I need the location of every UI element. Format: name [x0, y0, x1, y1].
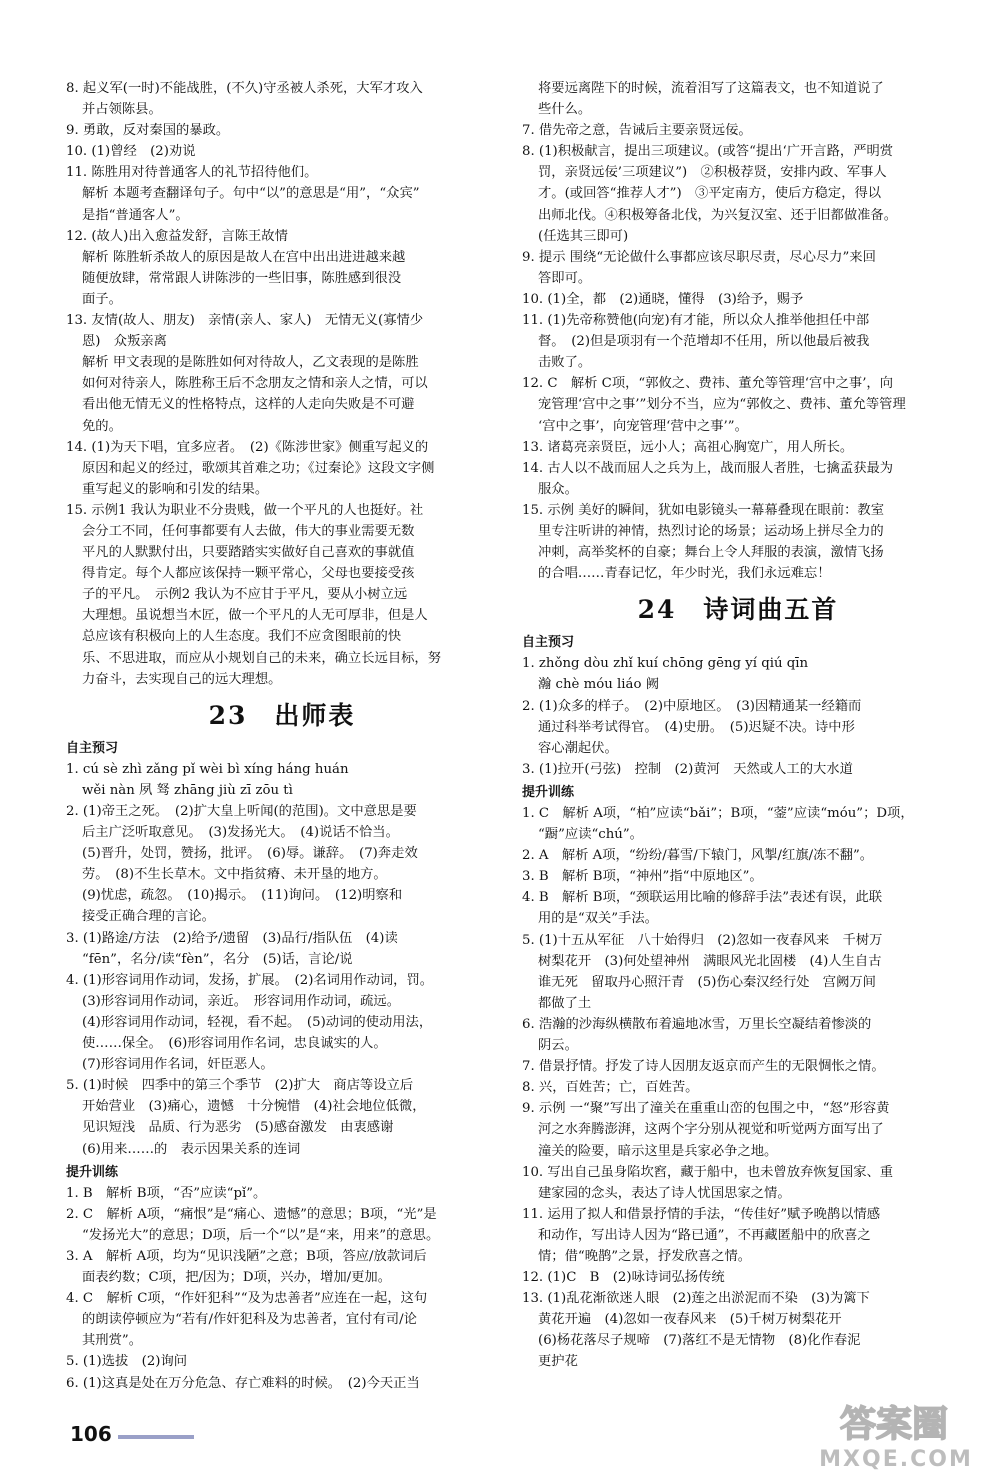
answer-line: 12. (1)C B (2)咏诗词弘扬传统 [522, 1270, 725, 1286]
answer-line: 8. 兴，百姓苦；亡，百姓苦。 [522, 1080, 699, 1096]
answer-line: 15. 示例1 我认为职业不分贵贱，做一个平凡的人也挺好。社 [66, 502, 424, 518]
answer-line: 1. C 解析 A项，“柏”应读“bǎi”；B项，“蓥”应读“móu”；D项， [522, 806, 914, 821]
answer-line-continued: 都做了土 [538, 995, 592, 1011]
answer-line-continued: 接受正确合理的言论。 [82, 909, 215, 925]
answer-line: 7. 借先帝之意，告诫后主要亲贤远佞。 [522, 123, 752, 139]
answer-line-continued: 解析 陈胜斩杀故人的原因是故人在宫中出出进进越来越 [82, 249, 406, 265]
answer-line-continued: 和动作，写出诗人因为“路已通”，不再藏匿船中的欣喜之 [538, 1227, 871, 1243]
answer-line-continued: 才。(或回答“推荐人才”) ③平定南方，使后方稳定，得以 [538, 186, 882, 202]
answer-line: 6. 浩瀚的沙海纵横散布着遍地冰雪，万里长空凝结着惨淡的 [522, 1016, 872, 1032]
answer-line-continued: 里专注听讲的神情，热烈讨论的场景；运动场上拼尽全力的 [538, 523, 884, 539]
answer-line-continued: 恩) 众叛亲离 [82, 334, 167, 350]
answer-line: 6. (1)这真是处在万分危急、存亡难料的时候。 (2)今天正当 [66, 1375, 420, 1391]
answer-line: 13. (1)乱花渐欲迷人眼 (2)莲之出淤泥而不染 (3)为篱下 [522, 1291, 870, 1307]
left-column [66, 78, 498, 1394]
answer-line-continued: 子的平凡。 示例2 我认为不应甘于平凡，要从小树立远 [82, 587, 408, 603]
answer-line: 9. 提示 围绕“无论做什么事都应该尽职尽责，尽心尽力”来回 [522, 249, 876, 265]
answer-line-continued: 随便放肆，常常跟人讲陈涉的一些旧事，陈胜感到很没 [82, 270, 402, 286]
section-title: 24 诗词曲五首 [637, 595, 839, 625]
answer-line-continued: 用的是“双关”手法。 [538, 911, 658, 927]
answer-line-continued: (3)形容词用作动词，亲近。 形容词用作动词，疏远。 [82, 993, 401, 1009]
answer-line-continued: 看出他无情无义的性格特点，这样的人走向失败是不可避 [82, 397, 415, 413]
answer-line: 13. 友情(故人、朋友) 亲情(亲人、家人) 无情无义(寡情少 [66, 313, 424, 329]
answer-line-continued: 解析 甲文表现的是陈胜如何对待故人，乙文表现的是陈胜 [82, 355, 419, 371]
answer-line-continued: 并占领陈县。 [82, 102, 162, 118]
answer-line-continued: 如何对待亲人，陈胜称王后不念朋友之情和亲人之情，可以 [82, 376, 428, 392]
answer-line-continued: 面表约数；C项，把/因为；D项，兴办，增加/更加。 [82, 1270, 392, 1286]
answer-line-continued: “蹰”应读“chú”。 [538, 827, 643, 843]
section-label: 提升训练 [522, 784, 575, 800]
answer-line-continued: 潼关的险要，暗示这里是兵家必争之地。 [538, 1143, 778, 1159]
answer-line: 5. (1)时候 四季中的第三个季节 (2)扩大 商店等设立后 [66, 1078, 414, 1094]
answer-line-continued: 的合唱……青春记忆，年少时光，我们永远难忘！ [538, 566, 831, 582]
watermark-line1: 答案圈 [839, 1404, 949, 1445]
right-column [522, 78, 954, 1373]
answer-line: 11. (1)先帝称赞他(向宠)有才能，所以众人推举他担任中部 [522, 313, 870, 329]
page-number-bar [118, 1435, 194, 1439]
answer-line-continued: 更护花 [538, 1354, 578, 1370]
answer-line: 7. 借景抒情。抒发了诗人因朋友返京而产生的无限惆怅之情。 [522, 1059, 885, 1075]
answer-line: 14. (1)为天下唱，宜多应者。 (2)《陈涉世家》侧重写起义的 [66, 439, 429, 455]
page-number: 106 [70, 1422, 112, 1446]
answer-line: 2. (1)帝王之死。 (2)扩大皇上听闻(的范围)。文中意思是要 [66, 804, 417, 819]
answer-line-continued: (7)形容词用作名词，奸臣恶人。 [82, 1057, 274, 1073]
answer-line: 1. zhǒng dòu zhǐ kuí chōng gēng yí qiú qīn [522, 656, 809, 672]
answer-line: 2. (1)众多的样子。 (2)中原地区。 (3)因精通某一经籍而 [522, 698, 862, 714]
answer-line: 10. (1)曾经 (2)劝说 [66, 144, 196, 160]
answer-line-continued: (任选其三即可) [538, 228, 629, 244]
answer-line-continued: 建家园的念头，表达了诗人忧国思家之情。 [538, 1185, 791, 1201]
answer-line: 4. C 解析 C项，“作奸犯科”“及为忠善者”应连在一起，这句 [66, 1291, 428, 1307]
answer-line-continued: 面子。 [82, 291, 122, 307]
answer-line-continued: 见识短浅 品质、行为恶劣 (5)感奋激发 由衷感谢 [82, 1120, 394, 1136]
answer-line-continued: 解析 本题考查翻译句子。句中“以”的意思是“用”，“众宾” [82, 186, 420, 202]
answer-line: 9. 勇敢，反对秦国的暴政。 [66, 123, 230, 139]
answer-line: 3. (1)拉开(弓弦) 控制 (2)黄河 天然或人工的大水道 [522, 761, 853, 777]
answer-line-continued: 的朗读停顿应为“若有/作奸犯科及为忠善者，宜付有司/论 [82, 1312, 417, 1328]
answer-line-continued: 平凡的人默默付出，只要踏踏实实做好自己喜欢的事就值 [82, 545, 415, 561]
answer-line: 15. 示例 美好的瞬间，犹如电影镜头一幕幕叠现在眼前：教室 [522, 502, 885, 518]
page-footer [70, 1422, 194, 1446]
answer-line-continued: 阴云。 [538, 1038, 578, 1054]
answer-line: 4. (1)形容词用作动词，发扬，扩展。 (2)名词用作动词，罚。 [66, 972, 434, 988]
answer-line-continued: 将要远离陛下的时候，流着泪写了这篇表文，也不知道说了 [538, 81, 884, 96]
answer-line-continued: 总应该有积极向上的人生态度。我们不应贪图眼前的快 [82, 629, 402, 645]
answer-line-continued: 会分工不同，任何事都要有人去做，伟大的事业需要无数 [82, 523, 415, 539]
answer-line: 11. 陈胜用对待普通客人的礼节招待他们。 [66, 165, 318, 181]
answer-line-continued: 免的。 [82, 418, 122, 434]
answer-line-continued: 答即可。 [538, 270, 592, 286]
answer-line-continued: 黄花开遍 (4)忽如一夜春风来 (5)千树万树梨花开 [538, 1312, 842, 1328]
answer-line-continued: 乐、不思进取，而应从小规划自己的未来，确立长远目标，努 [82, 650, 442, 666]
answer-line: 3. A 解析 A项，均为“见识浅陋”之意；B项，答应/放款词后 [66, 1248, 427, 1264]
watermark-logo [804, 1396, 986, 1472]
answer-line-continued: 瀚 chè móu liáo 阙 [538, 677, 659, 693]
answer-line: 4. B 解析 B项，“颈联运用比喻的修辞手法”表述有误，此联 [522, 890, 883, 906]
answer-line-continued: 大理想。虽说想当木匠，做一个平凡的人无可厚非，但是人 [82, 608, 428, 624]
section-title: 23 出师表 [208, 700, 356, 730]
answer-line-continued: 通过科举考试得官。 (4)史册。 (5)迟疑不决。诗中形 [538, 719, 855, 735]
answer-line-continued: (4)形容词用作动词，轻视，看不起。 (5)动词的使动用法， [82, 1014, 433, 1030]
section-label: 自主预习 [522, 635, 575, 651]
answer-line: 12. (故人)出入愈益发舒，言陈王故情 [66, 228, 288, 244]
answer-line-continued: 是指“普通客人”。 [82, 207, 189, 223]
answer-line-continued: 谁无死 留取丹心照汗青 (5)伤心秦汉经行处 宫阙万间 [538, 974, 876, 990]
section-label: 提升训练 [66, 1164, 119, 1180]
answer-line: 8. (1)积极献言，提出三项建议。(或答“提出‘广开言路，严明赏 [522, 144, 894, 160]
answer-line: 10. 写出自己虽身陷坎窞，藏于船中，也未曾放弃恢复国家、重 [522, 1164, 894, 1180]
answer-line-continued: 重写起义的影响和引发的结果。 [82, 481, 269, 497]
answer-line-continued: 情；借“晚鹊”之景，抒发欣喜之情。 [538, 1248, 752, 1264]
answer-line: 3. (1)路途/方法 (2)给予/遗留 (3)品行/指队伍 (4)读 [66, 930, 398, 946]
answer-line-continued: 后主广泛听取意见。 (3)发扬光大。 (4)说话不恰当。 [82, 825, 399, 841]
answer-line: 1. cú sè zhì zǎng pǐ wèi bì xíng háng huán [66, 761, 349, 777]
answer-line-continued: 服众。 [538, 481, 578, 497]
answer-line: 12. C 解析 C项，“郭攸之、费祎、董允等管理‘宫中之事’，向 [522, 376, 894, 392]
answer-line: 14. 古人以不战而屈人之兵为上，战而服人者胜，七擒孟获最为 [522, 460, 894, 476]
answer-line-continued: 树梨花开 (3)何处望神州 满眼风光北固楼 (4)人生自古 [538, 953, 882, 969]
answer-line: 13. 诸葛亮亲贤臣，远小人；高祖心胸宽广，用人所长。 [522, 439, 854, 455]
answer-line: 10. (1)全，都 (2)通晓，懂得 (3)给予，赐予 [522, 291, 804, 307]
answer-line-continued: 宠管理‘宫中之事’”划分不当，应为“郭攸之、费祎、董允等管理 [538, 397, 906, 413]
answer-line-continued: 出师北伐。④积极筹备北伐，为兴复汉室、还于旧都做准备。 [538, 207, 898, 223]
answer-line: 5. (1)选拔 (2)询问 [66, 1354, 188, 1370]
answer-line-continued: (6)杨花落尽子规啼 (7)落红不是无情物 (8)化作春泥 [538, 1333, 861, 1349]
answer-line-continued: 些什么。 [538, 102, 592, 118]
answer-line: 11. 运用了拟人和借景抒情的手法，“传佳好”赋予晚鹊以情感 [522, 1206, 881, 1222]
answer-line-continued: ‘宫中之事’，向宠管理‘营中之事’”。 [538, 418, 748, 434]
answer-line-continued: 容心潮起伏。 [538, 740, 618, 756]
answer-line-continued: 其刑赏”。 [82, 1333, 142, 1349]
answer-line: 5. (1)十五从军征 八十始得归 (2)忽如一夜春风来 千树万 [522, 932, 883, 948]
answer-line-continued: 力奋斗，去实现自己的远大理想。 [82, 671, 282, 687]
answer-line-continued: 得肯定。每个人都应该保持一颗平常心，父母也要接受孩 [82, 566, 415, 582]
answer-line-continued: (9)忧虑，疏忽。 (10)揭示。 (11)询问。 (12)明察和 [82, 888, 403, 904]
answer-line-continued: 开始营业 (3)痛心，遗憾 十分惋惜 (4)社会地位低微， [82, 1099, 426, 1115]
answer-line-continued: “发扬光大”的意思；D项，后一个“以”是“来，用来”的意思。 [82, 1227, 440, 1243]
answer-line: 1. B 解析 B项，“否”应读“pǐ”。 [66, 1185, 267, 1201]
answer-line-continued: 击败了。 [538, 355, 592, 371]
answer-line: 2. C 解析 A项，“痛恨”是“痛心、遗憾”的意思；B项，“光”是 [66, 1206, 437, 1222]
answer-line-continued: 使……保全。 (6)形容词用作名词，忠良诚实的人。 [82, 1036, 387, 1052]
answer-line-continued: 督。 (2)但是项羽有一个范增却不任用，所以他最后被我 [538, 334, 870, 350]
answer-line: 2. A 解析 A项，“纷纷/暮雪/下辕门，风掣/红旗/冻不翻”。 [522, 848, 874, 864]
answer-line-continued: 河之水奔腾澎湃，这两个字分别从视觉和听觉两方面写出了 [538, 1122, 884, 1138]
answer-line: 3. B 解析 B项，“神州”指“中原地区”。 [522, 869, 763, 885]
answer-line-continued: (5)晋升，处罚，赞扬，批评。 (6)辱。谦辞。 (7)奔走效 [82, 846, 418, 862]
answer-line-continued: 罚，亲贤远佞’三项建议”) ②积极荐贤，安排内政、军事人 [538, 165, 887, 181]
answer-line: 8. 起义军(一时)不能战胜，(不久)守丞被人杀死，大军才攻入 [66, 81, 423, 96]
answer-line-continued: “fēn”，名分/读“fèn”，名分 (5)话，言论/说 [82, 951, 353, 967]
answer-line-continued: 冲刺，高举奖杯的自豪；舞台上令人拜服的表演，激情飞扬 [538, 545, 884, 561]
answer-line-continued: 原因和起义的经过，歌颂其首难之功；《过秦论》这段文字侧 [82, 460, 435, 476]
section-label: 自主预习 [66, 740, 119, 756]
watermark-line2: MXQE.COM [819, 1447, 973, 1472]
answer-line: 9. 示例 一“聚”写出了潼关在重重山峦的包围之中，“怒”形容黄 [522, 1101, 890, 1117]
answer-line-continued: 劳。 (8)不生长草木。文中指贫瘠、未开垦的地方。 [82, 867, 387, 883]
answer-line-continued: (6)用来……的 表示因果关系的连词 [82, 1141, 301, 1157]
answer-line-continued: wěi nàn 夙 驽 zhāng jiù zī zōu tì [82, 782, 293, 798]
